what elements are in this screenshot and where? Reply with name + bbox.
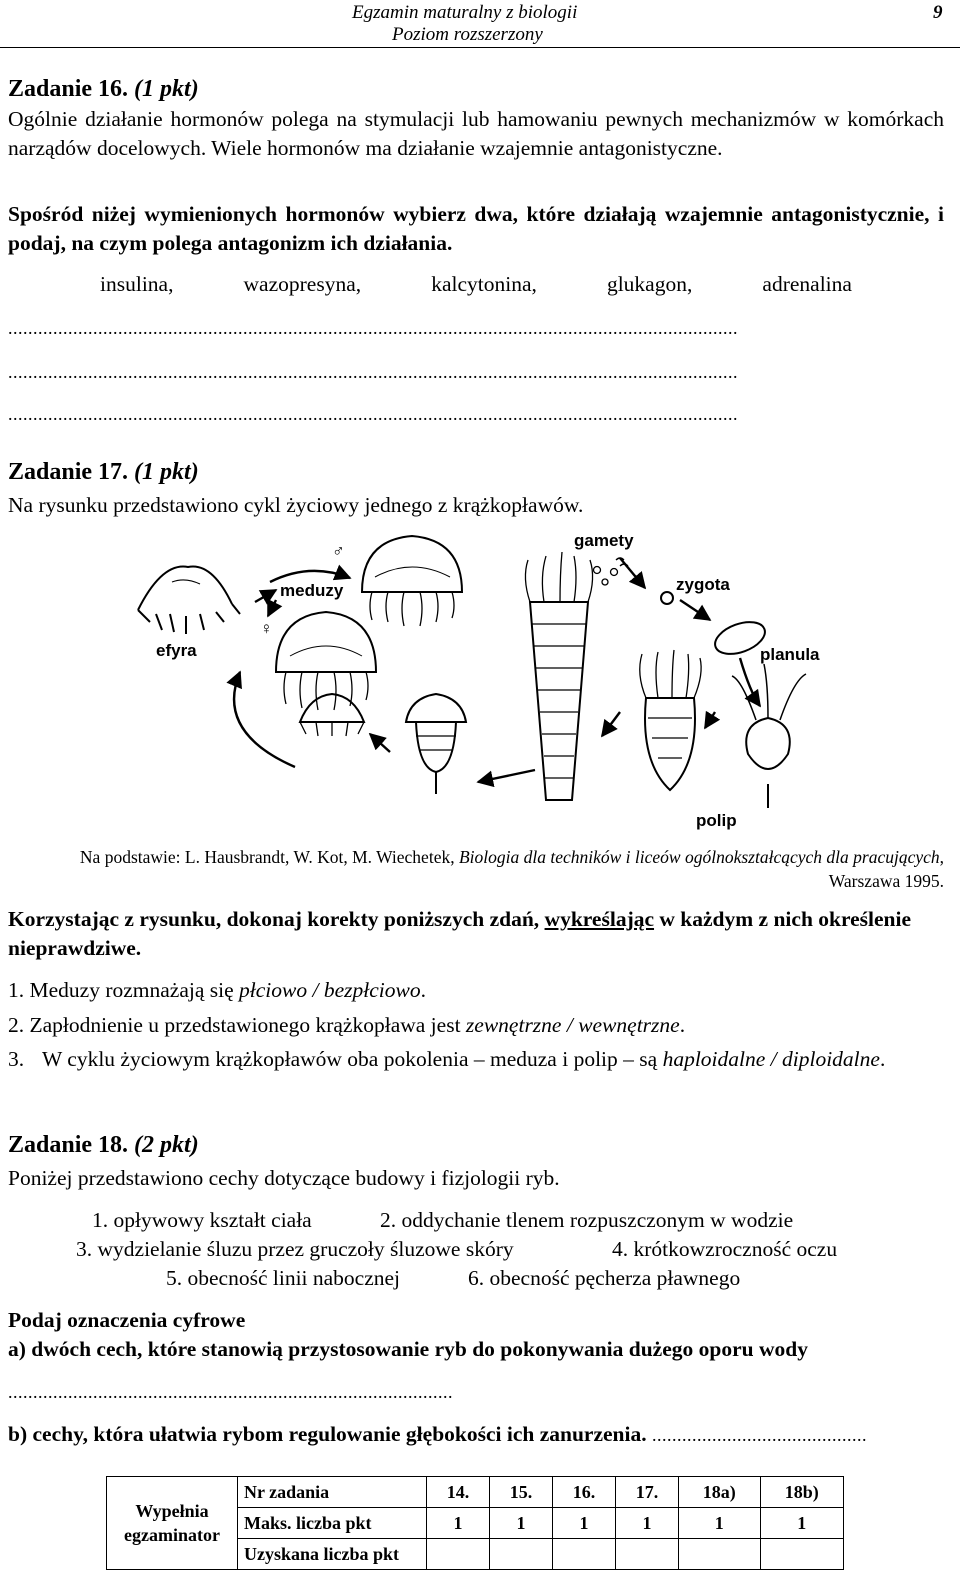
header-subtitle: Poziom rozszerzony xyxy=(392,24,543,45)
label-ephyra: efyra xyxy=(156,641,197,660)
obtained-points-cell[interactable] xyxy=(552,1539,615,1570)
male-medusa-drawing xyxy=(362,536,462,626)
label-polyp: polip xyxy=(696,811,737,830)
jellyfish-life-cycle-figure xyxy=(100,522,860,834)
answer-line[interactable]: .................................................................................................................................................. xyxy=(8,362,738,382)
task-17-heading xyxy=(8,459,199,486)
obtained-points-cell[interactable] xyxy=(427,1539,490,1570)
max-points-cell: 1 xyxy=(489,1508,552,1539)
source-publication: , Warszawa 1995. xyxy=(828,847,944,891)
statement-number: 3. xyxy=(8,1047,25,1071)
task-17-intro: Na rysunku przedstawiono cykl życiowy jednego z krążkopławów. xyxy=(8,493,584,517)
statement-end: . xyxy=(679,1013,686,1037)
subtask-b-label: b) xyxy=(8,1422,28,1446)
task-16-intro: Ogólnie działanie hormonów polega na stymulacji lub hamowaniu pewnych mechanizmów w komórkach narządów docelowych. Wiele hormonów ma działanie wzajemnie antagonistyczne. xyxy=(8,107,944,160)
obtained-points-cell[interactable] xyxy=(489,1539,552,1570)
hormone-item: glukagon, xyxy=(606,272,693,296)
task-18-heading xyxy=(8,1132,199,1159)
source-authors: Na podstawie: L. Hausbrandt, W. Kot, M. Wiechetek, xyxy=(79,847,459,867)
statement-end: . xyxy=(879,1047,886,1071)
feature-item: 6. obecność pęcherza pławnego xyxy=(468,1266,741,1290)
statement-text: W cyklu życiowym krążkopławów oba pokolenia – meduza i polip – są xyxy=(42,1047,663,1071)
hormone-item: wazopresyna, xyxy=(243,272,362,296)
score-row-tasks xyxy=(107,1477,844,1508)
feature-item: 2. oddychanie tlenem rozpuszczonym w wodzie xyxy=(380,1208,794,1232)
command-part: w każdym z nich określenie nieprawdziwe. xyxy=(8,907,912,960)
header-rule xyxy=(0,47,960,48)
max-points-cell: 1 xyxy=(678,1508,760,1539)
subtask-a-label: a) xyxy=(8,1337,26,1361)
statement-body xyxy=(42,1045,885,1074)
task-16-heading xyxy=(8,76,199,103)
statement-text: Zapłodnienie u przedstawionego krążkopława jest xyxy=(29,1013,466,1037)
feature-item: 5. obecność linii nabocznej xyxy=(166,1266,401,1290)
task-number-cell: 18a) xyxy=(678,1477,760,1508)
answer-line[interactable]: .................................................................................................................................................. xyxy=(8,318,738,338)
max-points-cell: 1 xyxy=(552,1508,615,1539)
subtask-b-text: cechy, która ułatwia rybom regulowanie głębokości ich zanurzenia. xyxy=(32,1422,647,1446)
subtask-b xyxy=(8,1420,944,1450)
max-points-cell: 1 xyxy=(615,1508,678,1539)
row-label: Maks. liczba pkt xyxy=(238,1508,427,1539)
row-label: Uzyskana liczba pkt xyxy=(238,1539,427,1570)
task-18-command: Podaj oznaczenia cyfrowe xyxy=(8,1308,246,1332)
young-strobila-drawing xyxy=(640,650,701,790)
task-number-cell: 18b) xyxy=(760,1477,843,1508)
statement-end: . xyxy=(420,978,426,1002)
label-medusae: meduzy xyxy=(280,581,344,600)
obtained-points-cell[interactable] xyxy=(678,1539,760,1570)
hormone-item: kalcytonina, xyxy=(431,272,537,296)
hormone-list xyxy=(100,270,852,299)
male-symbol: ♂ xyxy=(332,541,345,560)
max-points-cell: 1 xyxy=(427,1508,490,1539)
task-number-cell: 15. xyxy=(489,1477,552,1508)
task-number-cell: 17. xyxy=(615,1477,678,1508)
figure-source xyxy=(8,845,944,893)
task-16-points: (1 pkt) xyxy=(134,76,199,102)
statement-text: Meduzy rozmnażają się xyxy=(29,978,240,1002)
polyp-drawing xyxy=(732,664,806,808)
row-label: Nr zadania xyxy=(238,1477,427,1508)
strobila-drawing xyxy=(525,552,592,800)
subtask-a-text: dwóch cech, które stanowią przystosowanie ryb do pokonywania dużego oporu wody xyxy=(31,1337,808,1361)
task-18-points: (2 pkt) xyxy=(134,1132,199,1158)
feature-item: 3. wydzielanie śluzu przez gruczoły śluzowe skóry xyxy=(76,1237,514,1261)
subtask-a xyxy=(8,1335,944,1364)
early-polyp-drawing xyxy=(406,694,466,794)
statement-options[interactable]: płciowo / bezpłciowo xyxy=(239,978,421,1002)
zygote-drawing xyxy=(661,592,673,604)
fill-label: Wypełnia egzaminator xyxy=(107,1477,238,1570)
feature-item: 4. krótkowzroczność oczu xyxy=(612,1237,838,1261)
statement-number: 1. xyxy=(8,978,25,1002)
task-number-cell: 14. xyxy=(427,1477,490,1508)
label-zygote: zygota xyxy=(676,575,730,594)
task-17-title: Zadanie 17. xyxy=(8,459,129,485)
command-underlined: wykreślając xyxy=(544,907,655,931)
task-18-title: Zadanie 18. xyxy=(8,1132,129,1158)
header-title: Egzamin maturalny z biologii xyxy=(352,2,578,23)
source-title: Biologia dla techników i liceów ogólnokształcących dla pracujących xyxy=(458,847,940,867)
bud-medusa-drawing xyxy=(300,694,364,736)
statement-1 xyxy=(8,976,426,1005)
task-18-intro: Poniżej przedstawiono cechy dotyczące budowy i fizjologii ryb. xyxy=(8,1166,560,1190)
task-number-cell: 16. xyxy=(552,1477,615,1508)
obtained-points-cell[interactable] xyxy=(760,1539,843,1570)
hormone-item: adrenalina xyxy=(762,272,852,296)
task-16-title: Zadanie 16. xyxy=(8,76,129,102)
obtained-points-cell[interactable] xyxy=(615,1539,678,1570)
label-planula: planula xyxy=(760,645,820,664)
label-gametes: gamety xyxy=(574,531,634,550)
statement-3 xyxy=(8,1045,944,1074)
task-16-command: Spośród niżej wymienionych hormonów wybierz dwa, które działają wzajemnie antagonistycznie, i podaj, na czym polega antagonizm ich działania. xyxy=(8,202,944,255)
command-part: Korzystając z rysunku, dokonaj korekty poniższych zdań, xyxy=(8,907,545,931)
max-points-cell: 1 xyxy=(760,1508,843,1539)
statement-options[interactable]: zewnętrzne / wewnętrzne xyxy=(465,1013,680,1037)
answer-line-b[interactable]: ........................................... xyxy=(652,1425,867,1445)
statement-number: 2. xyxy=(8,1013,25,1037)
task-17-points: (1 pkt) xyxy=(134,459,199,485)
score-table xyxy=(106,1476,844,1570)
female-symbol: ♀ xyxy=(260,619,273,638)
answer-line[interactable]: .................................................................................................................................................. xyxy=(8,404,738,424)
page-number: 9 xyxy=(933,2,943,23)
statement-options[interactable]: haploidalne / diploidalne xyxy=(662,1047,880,1071)
ephyra-drawing xyxy=(138,566,240,634)
hormone-item: insulina, xyxy=(100,272,174,296)
statement-2 xyxy=(8,1011,685,1040)
answer-line-a[interactable]: ......................................................................................... xyxy=(8,1382,453,1402)
task-17-command xyxy=(8,905,944,963)
feature-item: 1. opływowy kształt ciała xyxy=(92,1208,312,1232)
